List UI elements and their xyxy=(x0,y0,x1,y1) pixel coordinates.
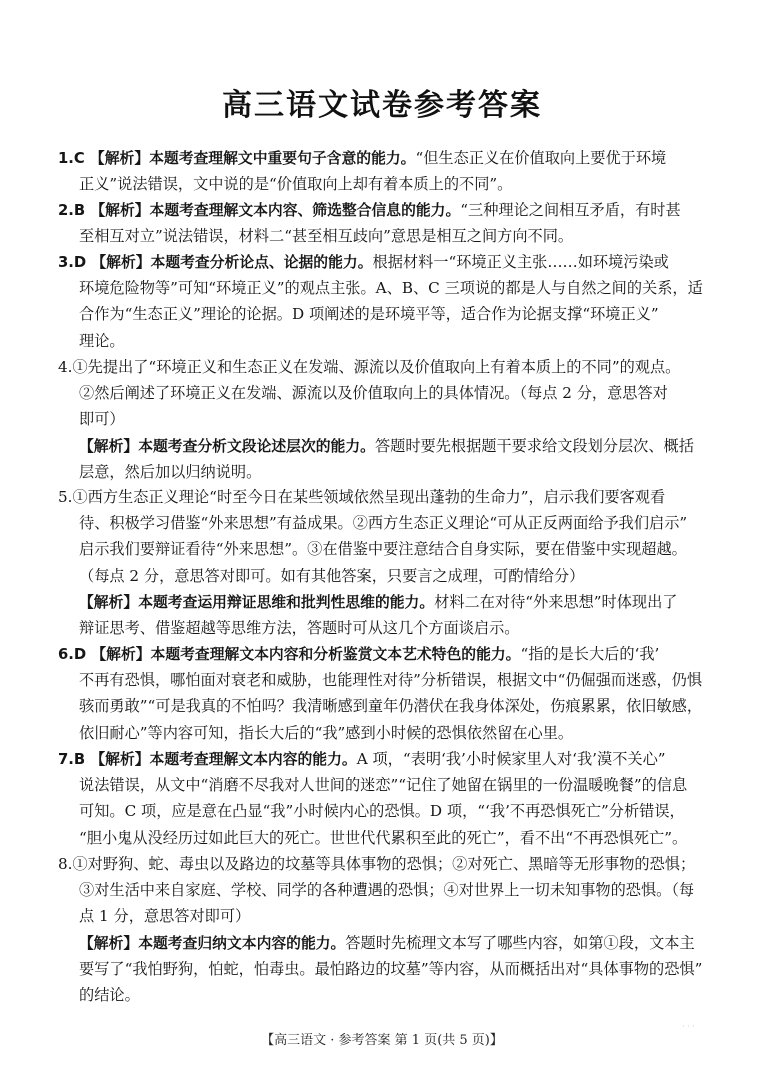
answer-line xyxy=(58,249,708,275)
answer-line xyxy=(58,641,708,667)
answer-text: “三种理论之间相互矛盾，有时甚 xyxy=(460,201,681,219)
answer-line: ②然后阐述了环境正义在发端、源流以及价值取向上的具体情况。（每点 2 分，意思答对 xyxy=(79,384,668,403)
page-footer: 【高三语文 · 参考答案 第 1 页(共 5 页)】 xyxy=(261,1033,503,1048)
answer-line xyxy=(58,930,708,956)
answer-line: 层意，然后加以归纳说明。 xyxy=(79,462,262,481)
answer-line: 启示我们要辩证看待“外来思想”。③在借鉴中要注意结合自身实际，要在借鉴中实现超越。 xyxy=(79,540,687,559)
answer-line: 的结论。 xyxy=(79,985,140,1004)
answer-text: A 项，“表明‘我’小时候家里人对‘我’漠不关心” xyxy=(356,750,666,768)
answer-item-1 xyxy=(58,145,708,197)
answer-line xyxy=(58,197,708,223)
answer-line: 理论。 xyxy=(79,331,125,350)
analysis-lead: 3.D 【解析】本题考查分析论点、论据的能力。 xyxy=(58,254,373,271)
answer-line: 8.①对野狗、蛇、毒虫以及路边的坟墓等具体事物的恐惧；②对死亡、黑暗等无形事物的恐惧； xyxy=(58,855,696,873)
answer-text: 答题时要先根据题干要求给文段划分层次、概括 xyxy=(374,436,694,455)
answer-line: 点 1 分，意思答对即可） xyxy=(79,907,251,926)
answer-text: “指的是长大后的‘我’ xyxy=(520,645,660,663)
page-title: 高三语文试卷参考答案 xyxy=(222,88,542,123)
analysis-lead: 【解析】本题考查分析文段论述层次的能力。 xyxy=(79,437,375,455)
answer-item-7 xyxy=(58,746,708,851)
answer-text: 答题时先梳理文本写了哪些内容，如第①段，文本主 xyxy=(345,933,695,952)
answer-line: （每点 2 分，意思答对即可。如有其他答案，只要言之成理，可酌情给分） xyxy=(79,566,585,585)
answer-line: 即可） xyxy=(79,410,125,429)
answer-line: 待、积极学习借鉴“外来思想”有益成果。②西方生态正义理论“可从正反两面给予我们启示” xyxy=(79,514,688,533)
analysis-lead: 7.B 【解析】本题考查理解文本内容的能力。 xyxy=(58,751,357,768)
answer-line: 可知。C 项，应是意在凸显“我”小时候内心的恐惧。D 项，“‘我’不再恐惧死亡”分析错误， xyxy=(79,802,685,821)
answer-line: 环境危险物等”可知“环境正义”的观点主张。A、B、C 三项说的都是人与自然之间的关系，适 xyxy=(79,279,703,298)
answer-item-4 xyxy=(58,354,708,485)
answer-line: 依旧耐心”等内容可知，指长大后的“我”感到小时候的恐惧依然留在心里。 xyxy=(79,723,574,742)
answer-line: ③对生活中来自家庭、学校、同学的各种遭遇的恐惧；④对世界上一切未知事物的恐惧。（每 xyxy=(79,881,695,900)
answer-item-6 xyxy=(58,641,708,746)
answer-text: 根据材料一“环境正义主张……如环境污染或 xyxy=(372,253,669,271)
answer-line: 合作为“生态正义”理论的论据。D 项阐述的是环境平等，适合作为论据支撑“环境正义” xyxy=(79,305,659,324)
answer-item-8 xyxy=(58,851,708,1008)
analysis-lead: 1.C 【解析】本题考查理解文中重要句子含意的能力。 xyxy=(58,150,416,167)
answer-line: 辩证思考、借鉴超越等思维方法，答题时可从这几个方面谈启示。 xyxy=(79,618,520,637)
analysis-lead: 6.D 【解析】本题考查理解文本内容和分析鉴赏文本艺术特色的能力。 xyxy=(58,646,521,663)
analysis-lead: 2.B 【解析】本题考查理解文本内容、筛选整合信息的能力。 xyxy=(58,202,461,219)
answer-line xyxy=(58,589,708,615)
analysis-lead: 【解析】本题考查归纳文本内容的能力。 xyxy=(79,934,346,952)
corner-mark: · · · xyxy=(682,1022,695,1031)
answer-item-3 xyxy=(58,249,708,354)
answer-line: “胆小鬼从没经历过如此巨大的死亡。世世代代累积至此的死亡”，看不出“不再恐惧死亡”。 xyxy=(79,828,688,847)
answer-item-2 xyxy=(58,197,708,249)
answer-line: 正义”说法错误，文中说的是“价值取向上却有着本质上的不同”。 xyxy=(79,175,513,194)
answer-line xyxy=(58,433,708,459)
answer-line: 说法错误，从文中“消磨不尽我对人世间的迷恋”“记住了她留在锅里的一份温暖晚餐”的信息 xyxy=(79,776,688,795)
answer-line: 骇而勇敢”“可是我真的不怕吗？我清晰感到童年仍潜伏在我身体深处，伤痕累累，依旧敏感， xyxy=(79,697,703,716)
answer-text: “但生态正义在价值取向上要优于环境 xyxy=(415,149,667,167)
answer-line: 4.①先提出了“环境正义和生态正义在发端、源流以及价值取向上有着本质上的不同”的观点。 xyxy=(58,358,681,376)
answer-line: 不再有恐惧，哪怕面对衰老和威胁，也能理性对待”分析错误，根据文中“仍倔强而迷惑，仍惧 xyxy=(79,671,703,690)
answer-line xyxy=(58,746,708,772)
answer-item-5 xyxy=(58,484,708,641)
answer-line: 要写了“我怕野狗，怕蛇，怕毒虫。最怕路边的坟墓”等内容，从而概括出对“具体事物的恐惧” xyxy=(79,959,703,978)
answer-line xyxy=(58,145,708,171)
answer-line: 至相互对立”说法错误，材料二“甚至相互歧向”意思是相互之间方向不同。 xyxy=(79,227,574,246)
answer-text: 材料二在对待“外来思想”时体现出了 xyxy=(434,592,678,611)
answer-line: 5.①西方生态正义理论“时至今日在某些领域依然呈现出蓬勃的生命力”，启示我们要客观看 xyxy=(58,488,666,506)
analysis-lead: 【解析】本题考查运用辩证思维和批判性思维的能力。 xyxy=(79,593,435,611)
